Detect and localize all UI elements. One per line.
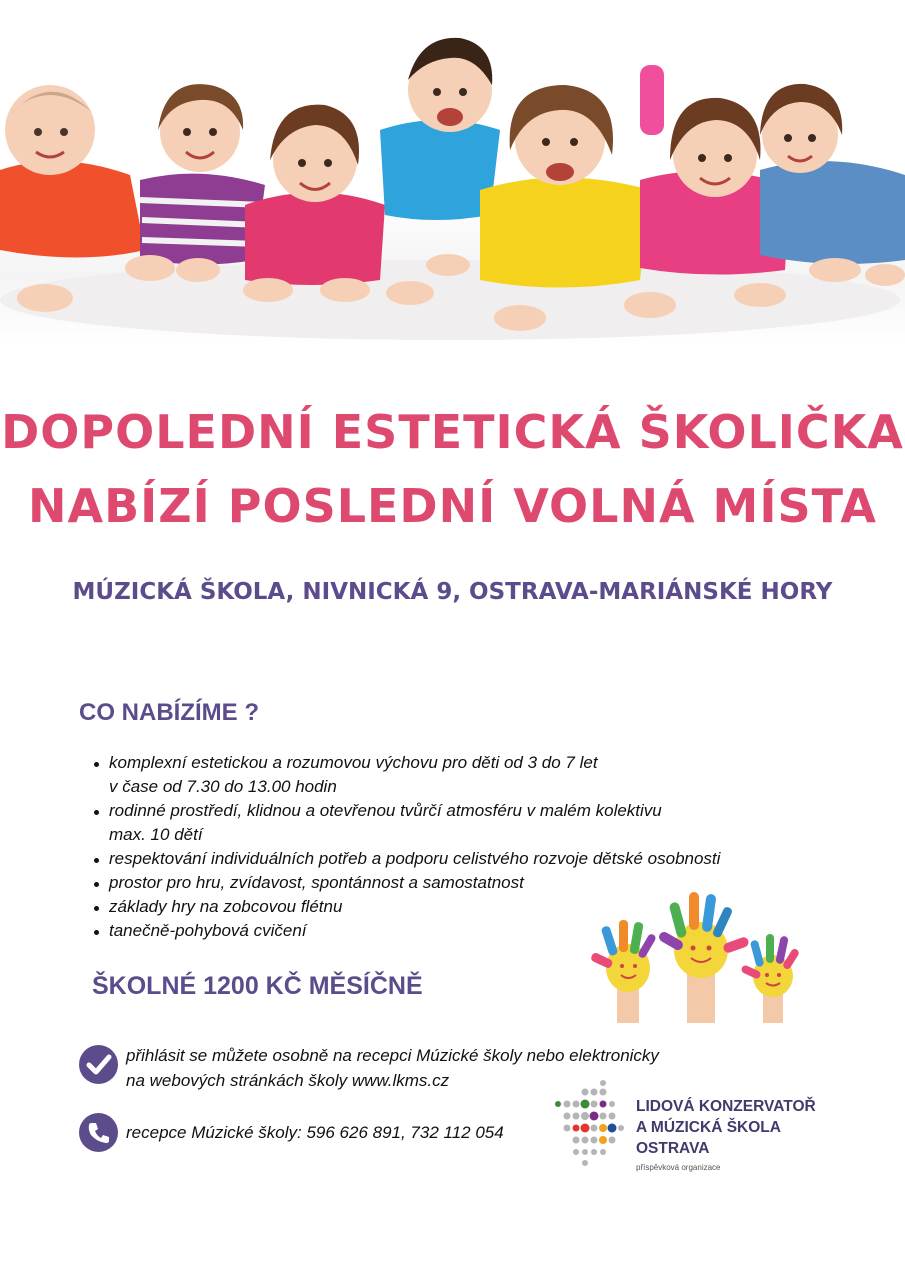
- children-lying-photo: [0, 0, 905, 345]
- school-logo-icon: [553, 1078, 625, 1168]
- tuition-fee: ŠKOLNÉ 1200 KČ MĚSÍČNĚ: [92, 972, 423, 1000]
- headline-line-1: DOPOLEDNÍ ESTETICKÁ ŠKOLIČKA: [1, 405, 904, 459]
- school-logo-name: [636, 1096, 816, 1159]
- signup-line-2: na webových stránkách školy www.lkms.cz: [126, 1071, 450, 1090]
- list-item: [93, 847, 813, 871]
- phone-icon: [79, 1113, 118, 1152]
- hero-photo: [0, 0, 905, 345]
- list-item-text: tanečně-pohybová cvičení: [109, 921, 307, 940]
- list-item-text: komplexní estetickou a rozumovou výchovu pro děti od 3 do 7 let: [109, 753, 598, 772]
- child-figure: [125, 84, 265, 282]
- reception-phone: recepce Múzické školy: 596 626 891, 732 112 054: [126, 1123, 504, 1142]
- logo-line-2: A MÚZICKÁ ŠKOLA: [636, 1119, 781, 1136]
- headline: [0, 395, 905, 543]
- child-figure: [760, 84, 905, 286]
- list-item-text: rodinné prostředí, klidnou a otevřenou tvůrčí atmosféru v malém kolektivu: [109, 801, 662, 820]
- child-figure: [243, 105, 385, 302]
- list-item-continuation: max. 10 dětí: [109, 825, 203, 844]
- list-item-text: základy hry na zobcovou flétnu: [109, 897, 343, 916]
- painted-hand-icon: [590, 920, 657, 1023]
- painted-hand-icon: [657, 892, 750, 1023]
- school-address: MÚZICKÁ ŠKOLA, NIVNICKÁ 9, OSTRAVA-MARIÁNSKÉ HORY: [72, 579, 833, 605]
- signup-line-1: přihlásit se můžete osobně na recepci Múzické školy nebo elektronicky: [126, 1046, 659, 1065]
- logo-line-1: LIDOVÁ KONZERVATOŘ: [636, 1098, 816, 1115]
- list-item: [93, 751, 813, 799]
- painted-hand-icon: [740, 934, 800, 1023]
- offer-title: CO NABÍZÍME ?: [79, 699, 259, 726]
- logo-subtitle: příspěvková organizace: [636, 1163, 721, 1172]
- headline-line-2: NABÍZÍ POSLEDNÍ VOLNÁ MÍSTA: [27, 479, 877, 533]
- logo-line-3: OSTRAVA: [636, 1140, 710, 1157]
- painted-hands-image: [583, 888, 813, 1023]
- list-item: [93, 799, 813, 847]
- list-item-text: prostor pro hru, zvídavost, spontánnost a samostatnost: [109, 873, 524, 892]
- checkmark-icon: [79, 1045, 118, 1084]
- list-item-text: respektování individuálních potřeb a podporu celistvého rozvoje dětské osobnosti: [109, 849, 721, 868]
- list-item-continuation: v čase od 7.30 do 13.00 hodin: [109, 777, 337, 796]
